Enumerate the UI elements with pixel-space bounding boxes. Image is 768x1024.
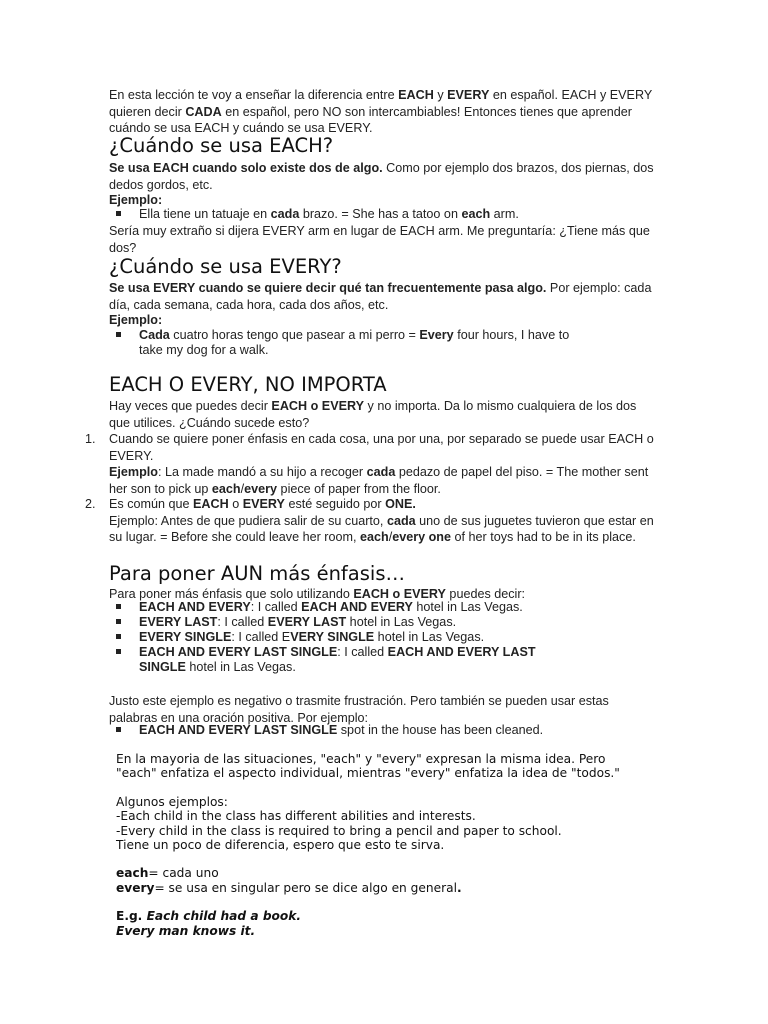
list-number: 2.: [85, 497, 96, 511]
enfasis-item-1: EACH AND EVERY: I called EACH AND EVERY hotel in Las Vegas.: [139, 600, 523, 614]
example-line-2: Every man knows it.: [116, 923, 256, 938]
heading-no-importa: EACH O EVERY, NO IMPORTA: [109, 373, 387, 396]
definition-each: each= cada uno: [116, 866, 219, 881]
bullet-icon: [116, 727, 121, 732]
each-rule: Se usa EACH cuando solo existe dos de algo. Como por ejemplo dos brazos, dos piernas, dos dedos gordos, etc.: [109, 161, 654, 192]
bullet-icon: [116, 619, 121, 624]
bullet-icon: [116, 211, 121, 216]
bullet-icon: [116, 332, 121, 337]
no-importa-item-2: Es común que EACH o EVERY esté seguido por ONE. Ejemplo: Antes de que pudiera salir de su cuarto, cada uno de sus juguetes tuvieron que estar en su lugar. = Before she could leave her room, each/every one of her toys had to be in its place.: [109, 497, 654, 544]
comment-line: En la mayoria de las situaciones, "each" y "every" expresan la misma idea. Pero: [116, 752, 606, 766]
each-note: Sería muy extraño si dijera EVERY arm en lugar de EACH arm. Me preguntaría: ¿Tiene más que dos?: [109, 224, 650, 255]
enfasis-intro: Para poner más énfasis que solo utilizando EACH o EVERY puedes decir:: [109, 587, 526, 601]
each-example-label: Ejemplo:: [109, 193, 163, 207]
comment-line: "each" enfatiza el aspecto individual, mientras "every" enfatiza la idea de "todos.": [116, 766, 620, 781]
list-number: 1.: [85, 432, 96, 446]
bullet-icon: [116, 649, 121, 654]
enfasis-item-2: EVERY LAST: I called EVERY LAST hotel in Las Vegas.: [139, 615, 457, 629]
enfasis-item-4: EACH AND EVERY LAST SINGLE: I called EACH AND EVERY LAST SINGLE hotel in Las Vegas.: [139, 645, 536, 674]
spacer: [116, 781, 756, 795]
comment-line: Tiene un poco de diferencia, espero que esto te sirva.: [116, 838, 445, 853]
comment-block: [116, 752, 756, 938]
definition-every: every= se usa en singular pero se dice algo en general.: [116, 880, 462, 895]
spacer: [116, 852, 756, 866]
every-rule: Se usa EVERY cuando se quiere decir qué tan frecuentemente pasa algo. Por ejemplo: cada día, cada semana, cada hora, cada dos años, etc.: [109, 281, 652, 312]
heading-every: ¿Cuándo se usa EVERY?: [109, 255, 342, 278]
spacer: [116, 895, 756, 909]
comment-line: -Each child in the class has different abilities and interests.: [116, 809, 476, 824]
comment-line: Algunos ejemplos:: [116, 794, 228, 809]
bullet-icon: [116, 604, 121, 609]
every-example-item: Cada cuatro horas tengo que pasear a mi perro = Every four hours, I have to take my dog for a walk.: [139, 328, 570, 357]
enfasis-note: Justo este ejemplo es negativo o trasmite frustración. Pero también se pueden usar estas palabras en una oración positiva. Por ejemplo:: [109, 694, 609, 725]
heading-enfasis: Para poner AUN más énfasis…: [109, 562, 405, 585]
no-importa-intro: Hay veces que puedes decir EACH o EVERY y no importa. Da lo mismo cualquiera de los dos que utilices. ¿Cuándo sucede esto?: [109, 399, 637, 430]
intro-paragraph: En esta lección te voy a enseñar la diferencia entre EACH y EVERY en español. EACH y EVERY quieren decir CADA en español, pero NO son intercambiables! Entonces tienes que aprender cuándo se usa EACH y cuándo se usa EVERY.: [109, 88, 653, 135]
each-example-item: Ella tiene un tatuaje en cada brazo. = She has a tatoo on each arm.: [139, 207, 519, 221]
enfasis-item-5: EACH AND EVERY LAST SINGLE spot in the house has been cleaned.: [139, 723, 544, 737]
no-importa-item-1: Cuando se quiere poner énfasis en cada cosa, una por una, por separado se puede usar EACH o EVERY. Ejemplo: La made mandó a su hijo a recoger cada pedazo de papel del piso. = The mother sent her son to pick up each/every piece of paper from the floor.: [109, 432, 654, 496]
comment-line: -Every child in the class is required to bring a pencil and paper to school.: [116, 823, 562, 838]
bullet-icon: [116, 634, 121, 639]
example-line-1: E.g. Each child had a book.: [116, 909, 302, 924]
every-example-label: Ejemplo:: [109, 313, 163, 327]
heading-each: ¿Cuándo se usa EACH?: [109, 134, 334, 157]
enfasis-item-3: EVERY SINGLE: I called EVERY SINGLE hotel in Las Vegas.: [139, 630, 485, 644]
